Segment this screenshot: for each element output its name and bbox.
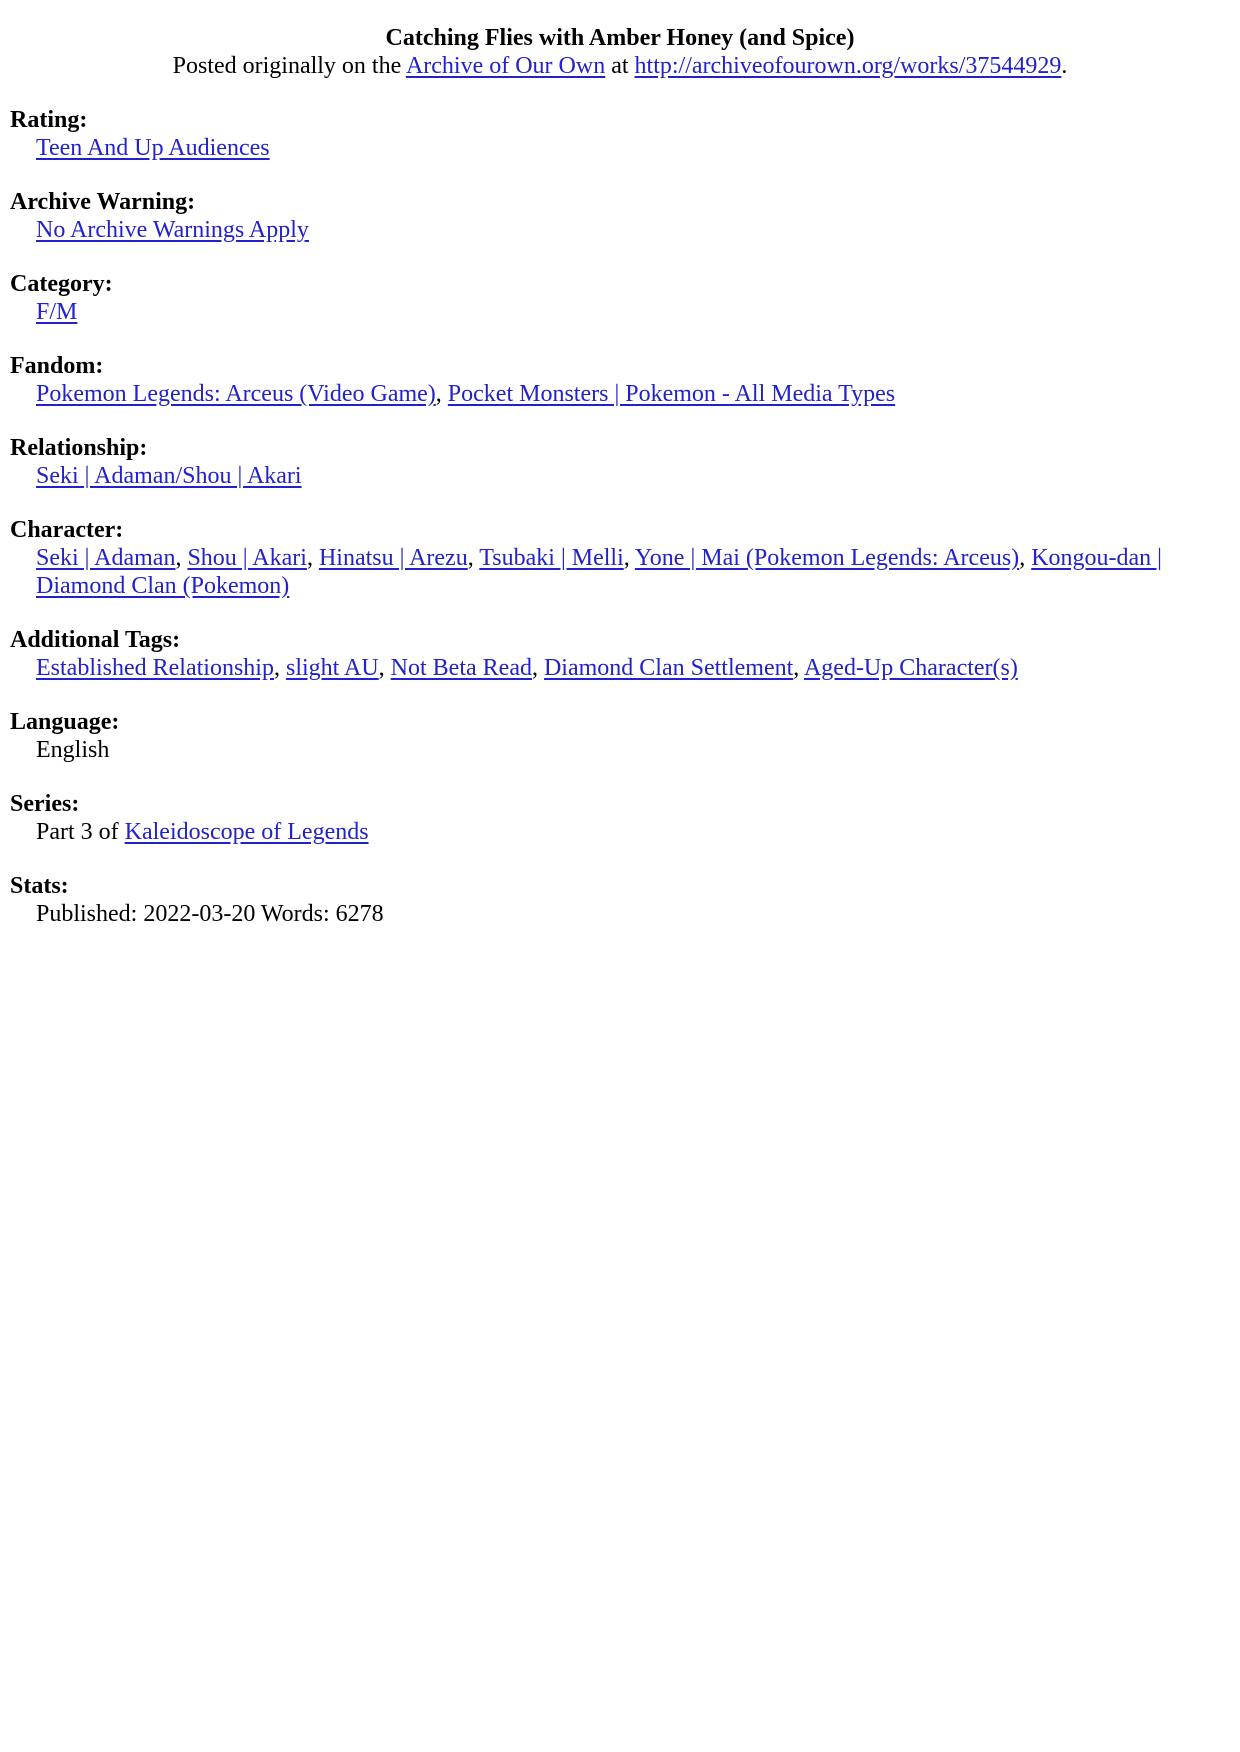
character-label: Character: bbox=[10, 517, 124, 543]
posted-period: . bbox=[1061, 53, 1068, 79]
character-tag[interactable]: Shou | Akari bbox=[187, 545, 307, 571]
additional-tags-value: Established Relationship, slight AU, Not Beta Read, Diamond Clan Settlement, Aged-Up Character(s) bbox=[36, 655, 1018, 681]
additional-tag[interactable]: Diamond Clan Settlement bbox=[543, 655, 794, 681]
category-label: Category: bbox=[10, 271, 113, 297]
field-fandom bbox=[10, 352, 1225, 408]
field-rating bbox=[10, 106, 1225, 162]
fandom-tag[interactable]: Pocket Monsters | Pokemon - All Media Types bbox=[447, 381, 896, 407]
rating-label: Rating: bbox=[10, 107, 88, 133]
character-tag[interactable]: Yone | Mai (Pokemon Legends: Arceus) bbox=[634, 545, 1020, 571]
field-category bbox=[10, 270, 1225, 326]
field-relationship bbox=[10, 434, 1225, 490]
fandom-label: Fandom: bbox=[10, 353, 104, 379]
archive-link[interactable]: Archive of Our Own bbox=[405, 53, 606, 79]
field-series bbox=[10, 790, 1225, 846]
posted-prefix: Posted originally on the bbox=[172, 53, 406, 79]
character-tag[interactable]: Seki | Adaman bbox=[36, 545, 176, 571]
fandom-value: Pokemon Legends: Arceus (Video Game), Pocket Monsters | Pokemon - All Media Types bbox=[36, 381, 896, 407]
additional-tags-label: Additional Tags: bbox=[10, 627, 181, 653]
additional-tag[interactable]: Not Beta Read bbox=[390, 655, 532, 681]
posted-line bbox=[0, 52, 1240, 80]
relationship-value bbox=[10, 462, 1225, 490]
work-header bbox=[0, 24, 1240, 80]
work-url-link[interactable]: http://archiveofourown.org/works/37544929 bbox=[634, 53, 1062, 79]
character-tag[interactable]: Tsubaki | Melli bbox=[479, 545, 624, 571]
language-value: English bbox=[36, 737, 110, 763]
field-stats bbox=[10, 872, 1225, 928]
series-value bbox=[10, 818, 1225, 846]
rating-value bbox=[10, 134, 1225, 162]
category-tag[interactable]: F/M bbox=[36, 299, 78, 325]
character-tag[interactable]: Hinatsu | Arezu bbox=[318, 545, 468, 571]
field-character bbox=[10, 516, 1225, 600]
work-title: Catching Flies with Amber Honey (and Spice) bbox=[385, 25, 855, 51]
language-label: Language: bbox=[10, 709, 120, 735]
archive-warning-value bbox=[10, 216, 1225, 244]
archive-warning-tag[interactable]: No Archive Warnings Apply bbox=[36, 217, 309, 243]
at-text: at bbox=[605, 53, 635, 79]
additional-tag[interactable]: Established Relationship bbox=[36, 655, 274, 681]
field-additional-tags bbox=[10, 626, 1225, 682]
relationship-label: Relationship: bbox=[10, 435, 148, 461]
category-value bbox=[10, 298, 1225, 326]
series-label: Series: bbox=[10, 791, 80, 817]
stats-value: Published: 2022-03-20 Words: 6278 bbox=[36, 901, 384, 927]
field-language bbox=[10, 708, 1225, 764]
series-prefix: Part 3 of bbox=[36, 819, 125, 845]
relationship-tag[interactable]: Seki | Adaman/Shou | Akari bbox=[36, 463, 302, 489]
character-value: Seki | Adaman, Shou | Akari, Hinatsu | Arezu, Tsubaki | Melli, Yone | Mai (Pokemon Legends: Arceus), Kongou-dan | Diamond Clan (Pokemon) bbox=[36, 545, 1162, 599]
fandom-tag[interactable]: Pokemon Legends: Arceus (Video Game) bbox=[36, 381, 436, 407]
series-link[interactable]: Kaleidoscope of Legends bbox=[124, 819, 369, 845]
additional-tag[interactable]: slight AU bbox=[285, 655, 379, 681]
rating-tag[interactable]: Teen And Up Audiences bbox=[36, 135, 270, 161]
character-tag[interactable]: Kongou-dan | Diamond Clan (Pokemon) bbox=[36, 545, 1162, 599]
additional-tag[interactable]: Aged-Up Character(s) bbox=[803, 655, 1018, 681]
archive-warning-label: Archive Warning: bbox=[10, 189, 196, 215]
stats-label: Stats: bbox=[10, 873, 69, 899]
field-archive-warning bbox=[10, 188, 1225, 244]
work-metadata bbox=[10, 106, 1225, 954]
